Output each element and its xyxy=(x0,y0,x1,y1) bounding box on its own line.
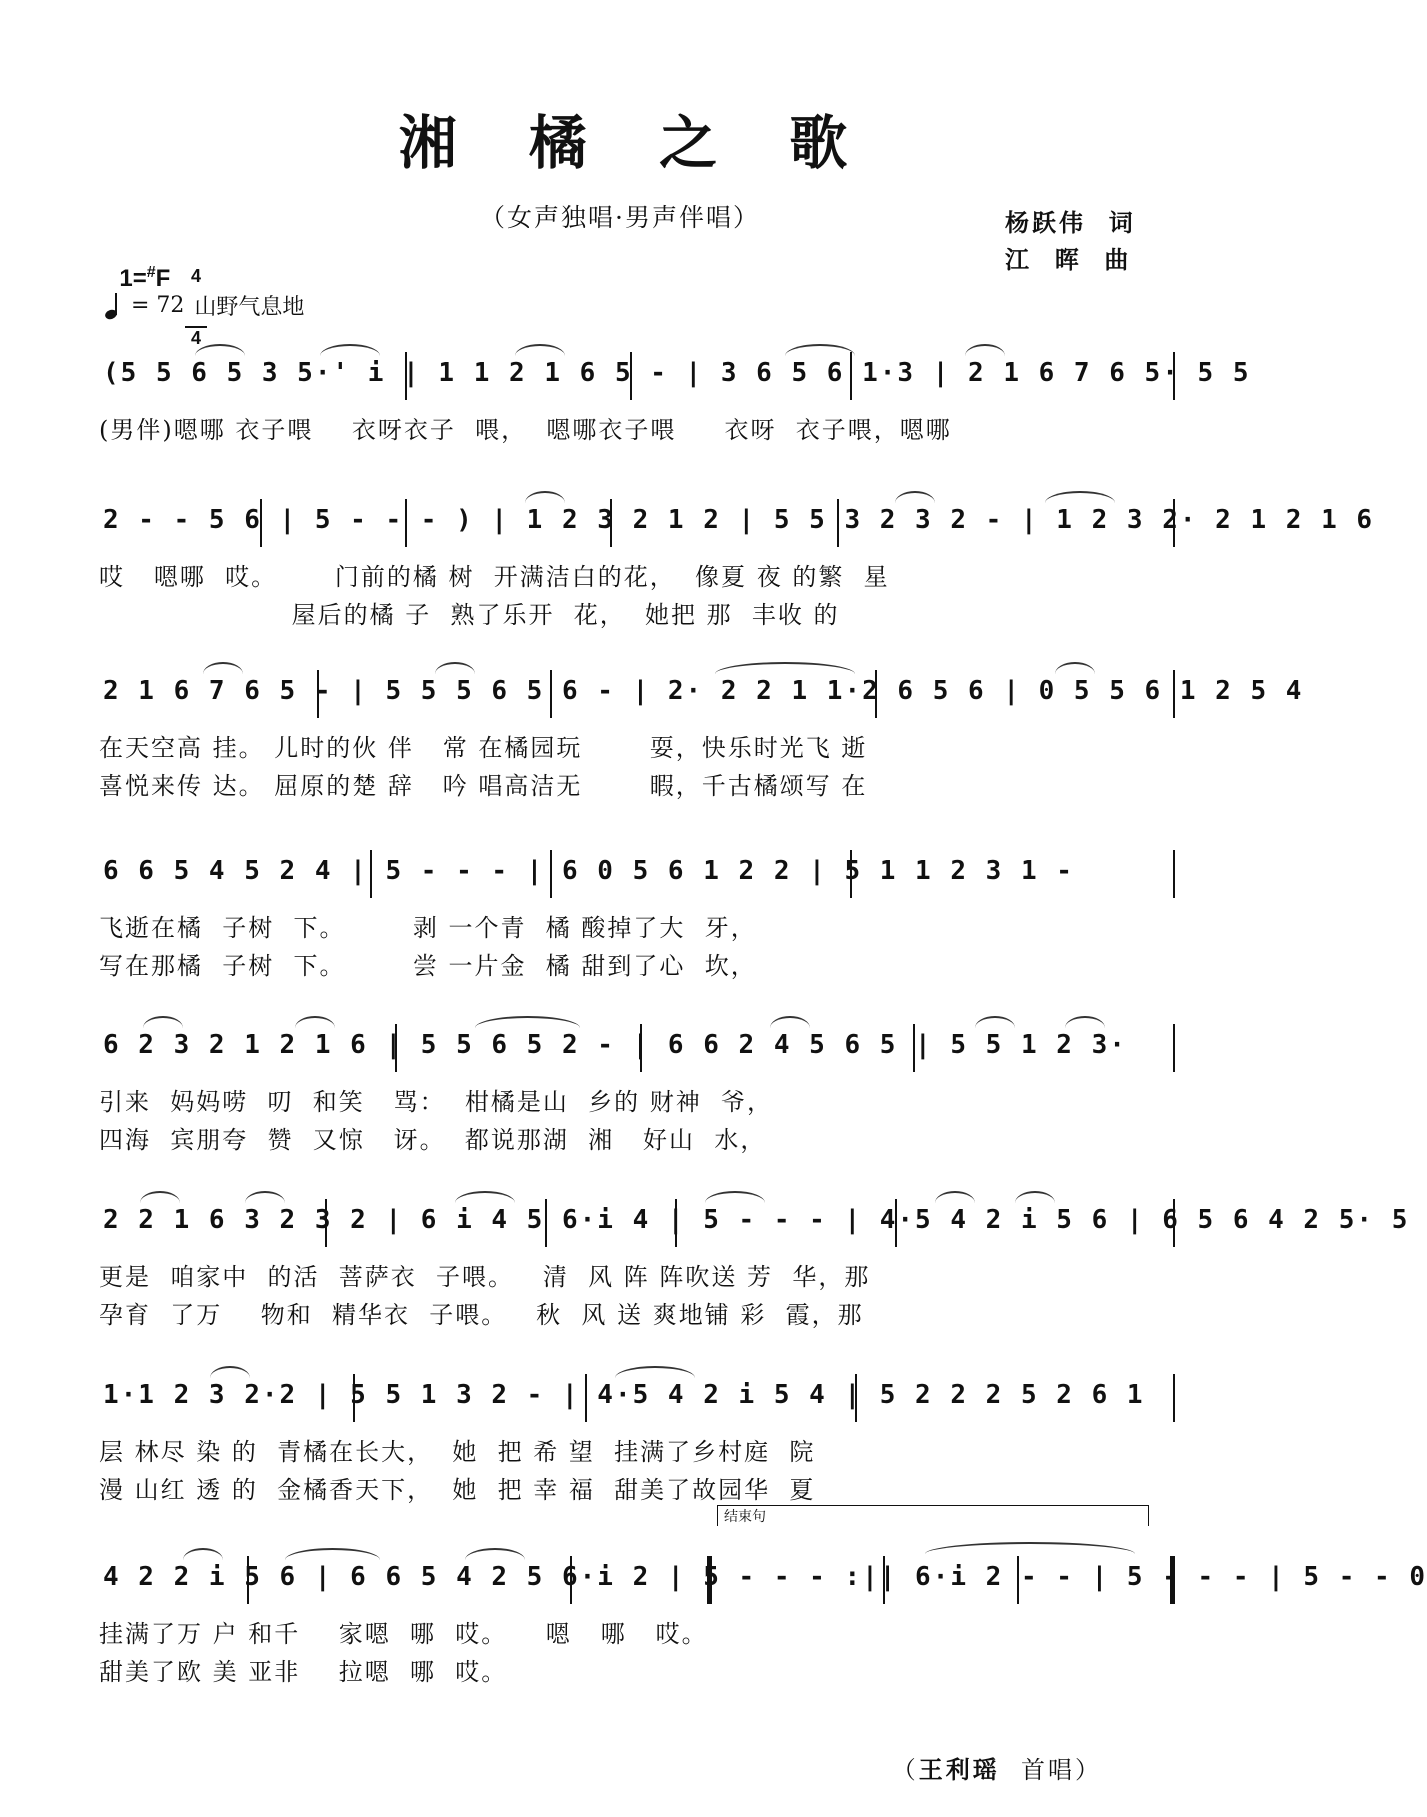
notation-line: 1·1 2 3 2·2 | 5 5 1 3 2 - | 4·5 4 2 i 5 4 | 5 2 2 2 5 2 6 1 xyxy=(103,1380,1145,1410)
notation-line: 2 1 6 7 6 5 - | 5 5 5 6 5 6 - | 2· 2 2 1 1·2 6 5 6 | 0 5 5 6 1 2 5 4 xyxy=(103,676,1304,706)
tempo-marking: = 72 山野气息地 xyxy=(105,290,304,321)
lyrics-verse-1: 引来 妈妈唠 叨 和笑 骂： 柑橘是山 乡的 财神 爷， xyxy=(99,1088,774,1116)
lyricist: 杨跃伟 词 xyxy=(1005,209,1136,237)
lyrics-verse-2: 喜悦来传 达。 屈原的楚 辞 吟 唱高洁无 暇，千古橘颂写 在 xyxy=(99,772,868,800)
quarter-note-icon xyxy=(105,293,121,319)
notation-line: 6 2 3 2 1 2 1 6 | 5 5 6 5 2 - | 6 6 2 4 5 6 5 | 5 5 1 2 3· xyxy=(103,1030,1127,1060)
lyrics-verse-1: 飞逝在橘 子树 下。 剥 一个青 橘 酸掉了大 牙， xyxy=(99,914,757,942)
lyrics-verse-1: 在天空高 挂。 儿时的伙 伴 常 在橘园玩 耍，快乐时光飞 逝 xyxy=(99,734,868,762)
subtitle: （女声独唱·男声伴唱） xyxy=(480,203,760,232)
time-signature: 4 4 xyxy=(185,226,207,368)
lyrics-verse-1: 更是 咱家中 的活 菩萨衣 子喂。 清 风 阵 阵吹送 芳 华，那 xyxy=(99,1263,871,1291)
lyrics-verse-1: 挂满了万 户 和千 家嗯 哪 哎。 嗯 哪 哎。 xyxy=(99,1620,708,1648)
song-title: 湘 橘 之 歌 xyxy=(398,109,874,177)
key-signature: 1=#F xyxy=(119,264,171,292)
notation-line: 4 2 2 i 5 6 | 6 6 5 4 2 5 6·i 2 | 5 - - - :|| 6·i 2 - - | 5 - - - | 5 - - 0 xyxy=(103,1562,1427,1592)
lyrics-verse-1: 层 林尽 染 的 青橘在长大， 她 把 希 望 挂满了乡村庭 院 xyxy=(99,1438,816,1466)
notation-line: 6 6 5 4 5 2 4 | 5 - - - | 6 0 5 6 1 2 2 | 5 1 1 2 3 1 - xyxy=(103,856,1074,886)
notation-line: 2 - - 5 6 | 5 - - - ) | 1 2 3 2 1 2 | 5 5 3 2 3 2 - | 1 2 3 2· 2 1 2 1 6 xyxy=(103,505,1375,535)
lyrics-verse-2: 漫 山红 透 的 金橘香天下， 她 把 幸 福 甜美了故园华 夏 xyxy=(99,1476,816,1504)
ending-bracket: 结束句 xyxy=(717,1505,1149,1526)
composer: 江 晖 曲 xyxy=(1005,246,1132,274)
lyrics-verse-2: 写在那橘 子树 下。 尝 一片金 橘 甜到了心 坎， xyxy=(99,952,757,980)
notation-line: (5 5 6 5 3 5·' i | 1 1 2 1 6 5 - | 3 6 5 6 1·3 | 2 1 6 7 6 5· 5 5 xyxy=(103,358,1251,388)
lyrics-verse-1: (男伴)嗯哪 衣子喂 衣呀衣子 喂， 嗯哪衣子喂 衣呀 衣子喂，嗯哪 xyxy=(99,416,952,444)
lyrics-verse-2: 屋后的橘 子 熟了乐开 花， 她把 那 丰收 的 xyxy=(99,601,840,629)
lyrics-verse-1: 哎 嗯哪 哎。 门前的橘 树 开满洁白的花， 像夏 夜 的繁 星 xyxy=(99,563,890,591)
notation-line: 2 2 1 6 3 2 3 2 | 6 i 4 5 6·i 4 | 5 - - - | 4·5 4 2 i 5 6 | 6 5 6 4 2 5· 5 xyxy=(103,1205,1410,1235)
lyrics-verse-2: 孕育 了万 物和 精华衣 子喂。 秋 风 送 爽地铺 彩 霞，那 xyxy=(99,1301,864,1329)
lyrics-verse-2: 甜美了欧 美 亚非 拉嗯 哪 哎。 xyxy=(99,1658,508,1686)
performer-credit: （王利瑶 首唱） xyxy=(891,1756,1102,1784)
lyrics-verse-2: 四海 宾朋夸 赞 又惊 讶。 都说那湖 湘 好山 水， xyxy=(99,1126,767,1154)
